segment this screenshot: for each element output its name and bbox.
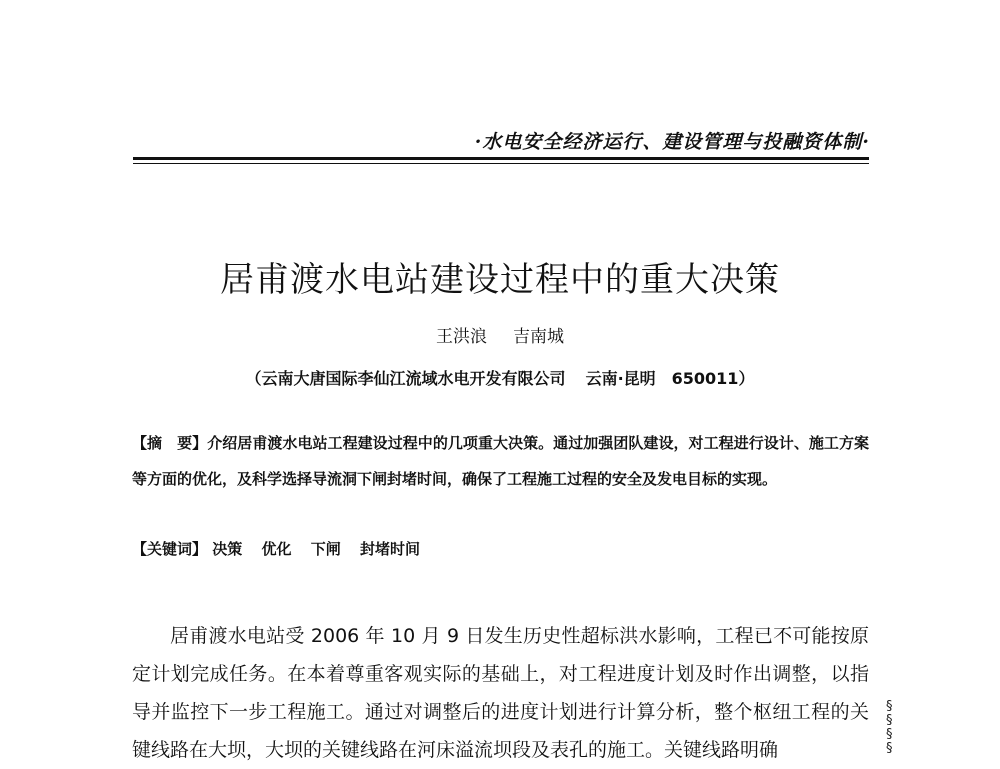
author-1: 王洪浪: [436, 327, 487, 347]
abstract: [132, 425, 869, 497]
author-2: 吉南城: [513, 327, 564, 347]
keyword: 下闸: [310, 540, 341, 558]
running-header: ·水电安全经济运行、建设管理与投融资体制·: [474, 131, 870, 153]
abstract-text: 介绍居甫渡水电站工程建设过程中的几项重大决策。通过加强团队建设，对工程进行设计、施工方案等方面的优化，及科学选择导流洞下闸封堵时间，确保了工程施工过程的安全及发电目标的实现。: [132, 434, 869, 488]
header-rule-thick: [133, 157, 869, 160]
abstract-label: 【摘 要】: [132, 434, 208, 452]
affiliation-location: 云南·昆明 650011）: [585, 369, 755, 388]
keywords-label: 【关键词】: [132, 540, 208, 558]
keyword: 优化: [261, 540, 292, 558]
keywords: [132, 538, 869, 559]
authors: [0, 322, 1000, 347]
keyword: 封堵时间: [360, 540, 421, 558]
body-paragraph: 居甫渡水电站受 2006 年 10 月 9 日发生历史性超标洪水影响，工程已不可能按原定计划完成任务。在本着尊重客观实际的基础上，对工程进度计划及时作出调整，以指导并监控下一步工程施工。通过对调整后的进度计划进行计算分析，整个枢纽工程的关键线路在大坝，大坝的关键线路在河床溢流坝段及表孔的施工。关键线路明确: [132, 625, 869, 761]
affiliation: [0, 366, 1000, 389]
binding-margin-marks: § § § §: [886, 699, 893, 756]
keyword: 决策: [212, 540, 243, 558]
header-rule-thin: [133, 163, 869, 164]
paper-title: 居甫渡水电站建设过程中的重大决策: [220, 260, 780, 300]
affiliation-org: （云南大唐国际李仙江流域水电开发有限公司: [245, 369, 566, 388]
